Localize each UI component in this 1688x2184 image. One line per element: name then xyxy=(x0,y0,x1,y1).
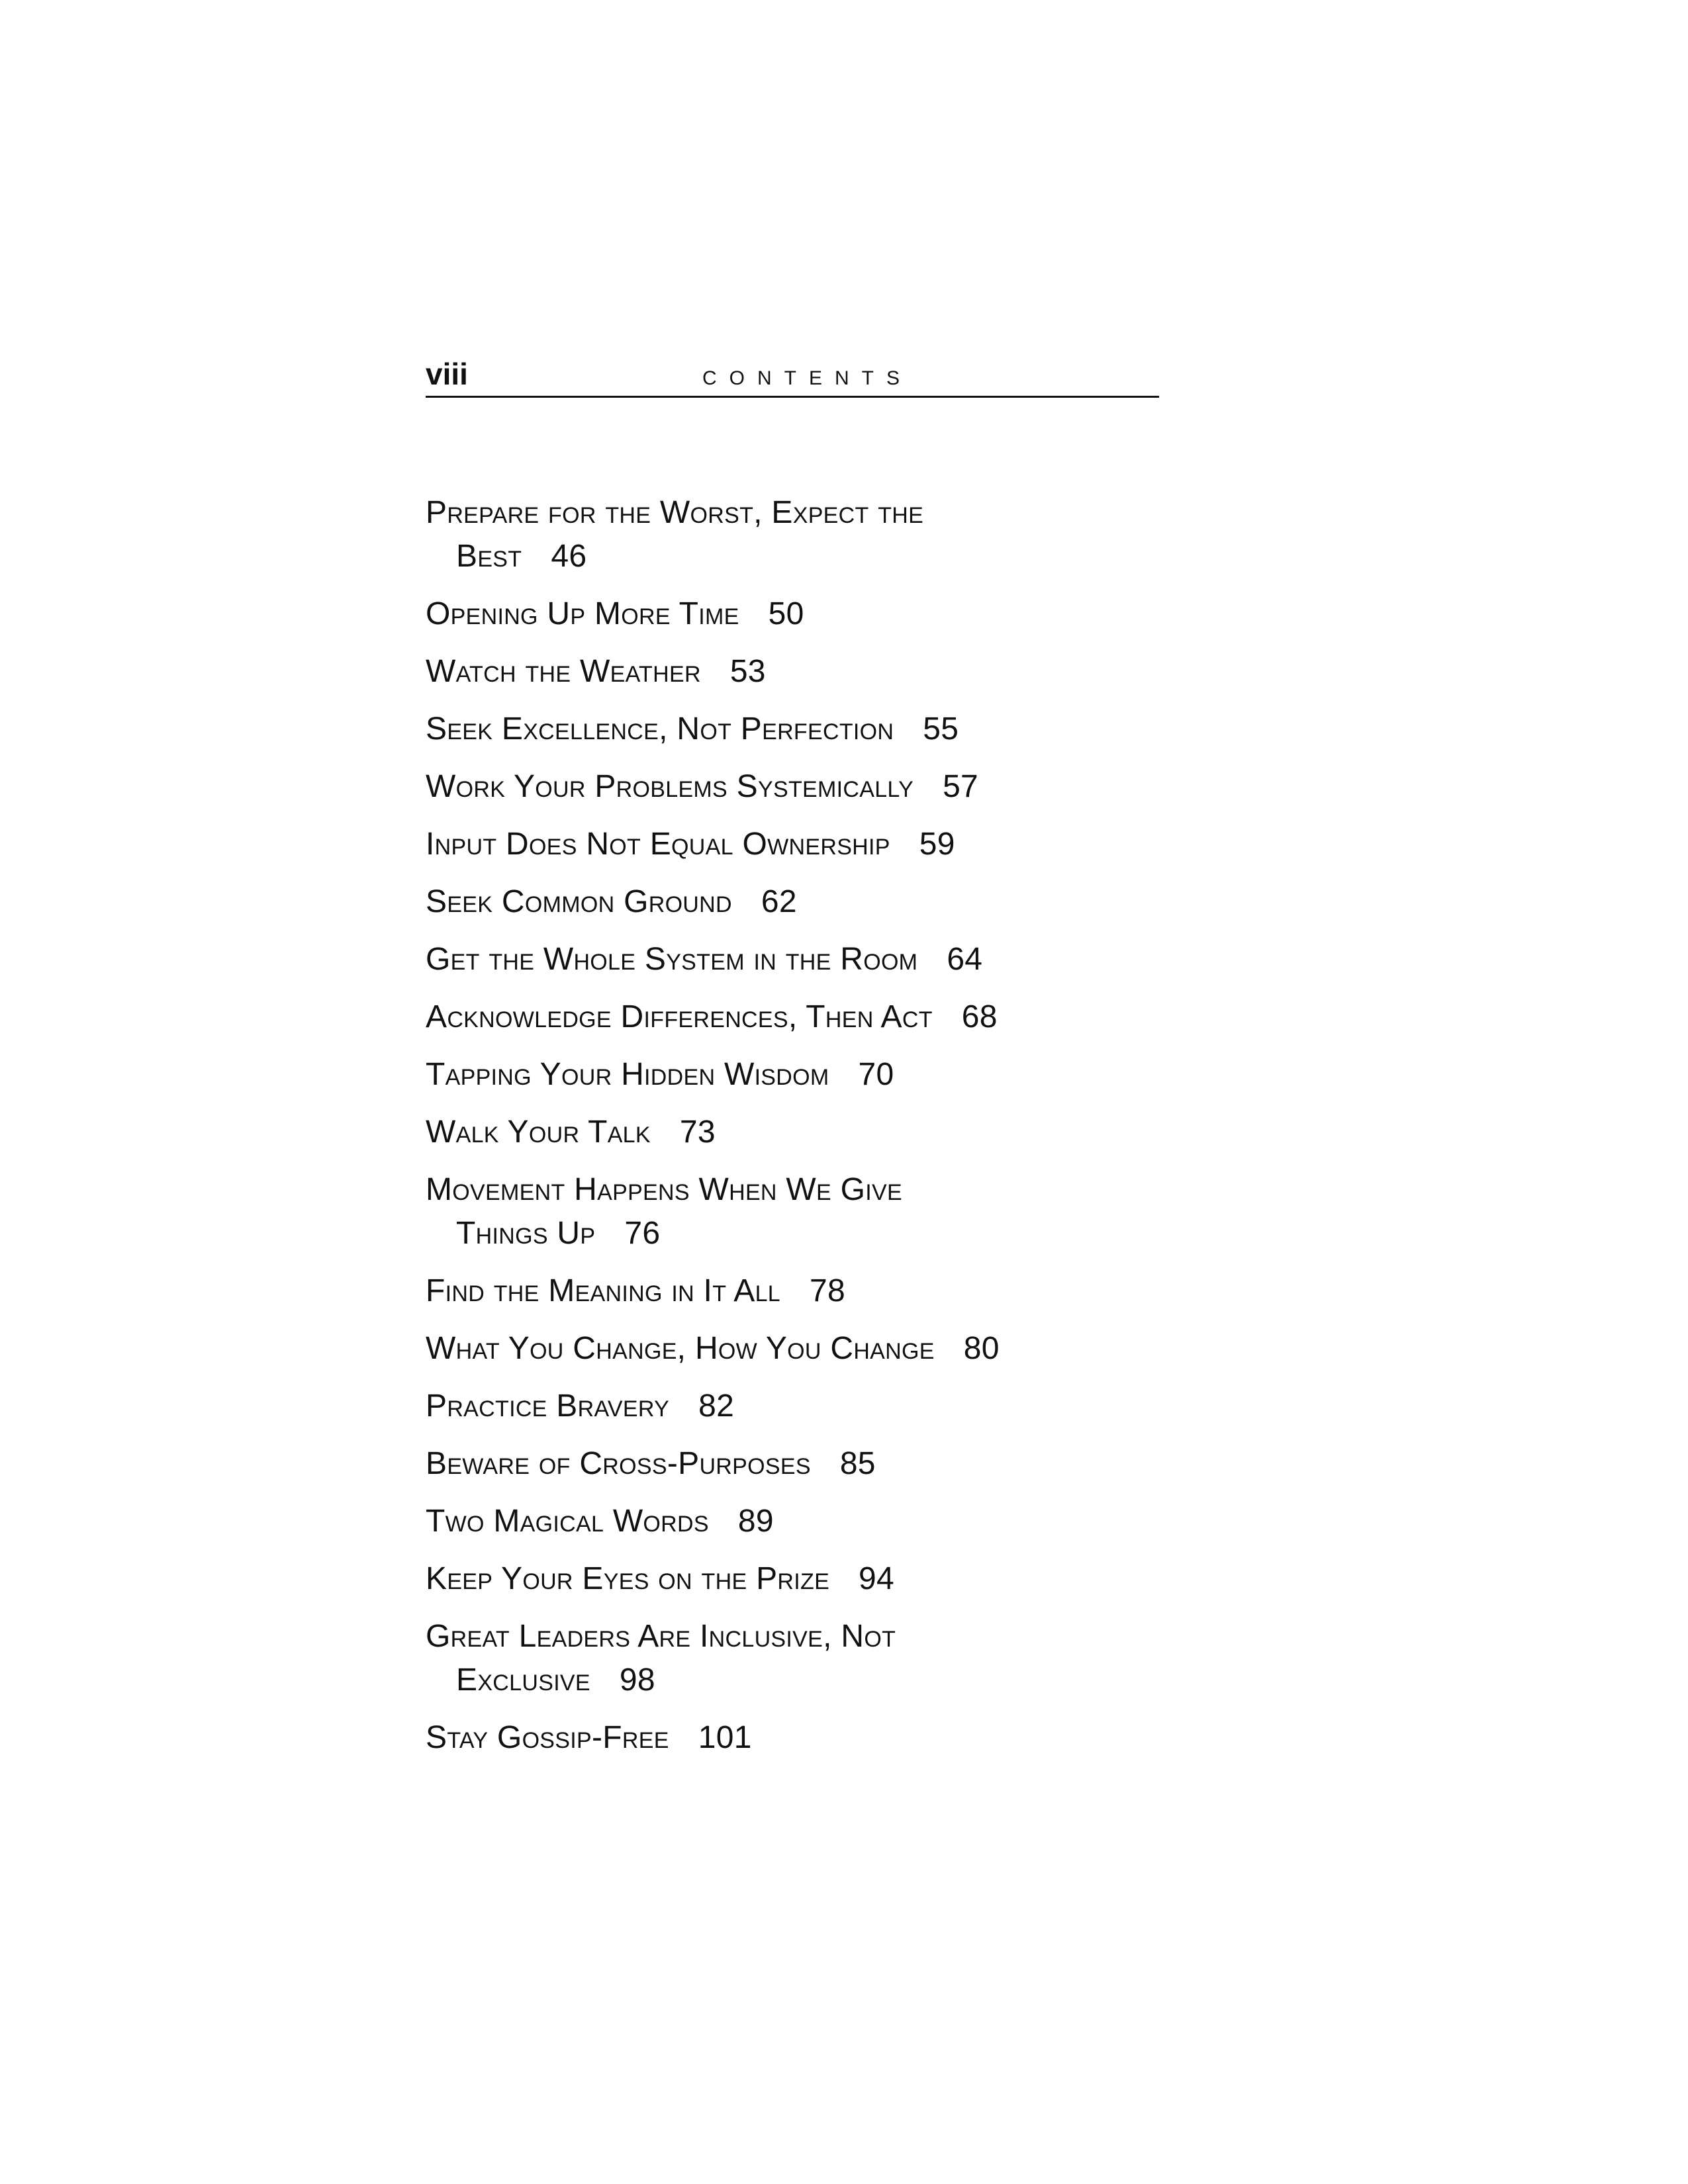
toc-entry-title: Opening Up More Time xyxy=(426,596,739,631)
toc-entry[interactable] xyxy=(426,1327,1250,1371)
toc-entry-title: Stay Gossip-Free xyxy=(426,1720,669,1755)
toc-entry-page: 80 xyxy=(963,1331,1000,1366)
toc-entry[interactable] xyxy=(426,707,1250,751)
toc-entry-title: Prepare for the Worst, Expect the Best xyxy=(426,495,924,574)
toc-entry-title: Walk Your Talk xyxy=(426,1115,651,1150)
toc-entry-title: Seek Excellence, Not Perfection xyxy=(426,711,894,747)
toc-entry-title: Acknowledge Differences, Then Act xyxy=(426,999,933,1034)
toc-entry-title: Input Does Not Equal Ownership xyxy=(426,827,890,862)
running-header xyxy=(426,351,1159,398)
toc-entry[interactable] xyxy=(426,880,1250,924)
toc-entry-page: 55 xyxy=(923,711,959,747)
toc-entry-title: Work Your Problems Systemically xyxy=(426,769,914,804)
toc-entry-page: 53 xyxy=(729,654,766,689)
toc-entry-title: Watch the Weather xyxy=(426,654,701,689)
toc-entry[interactable] xyxy=(426,592,1250,636)
toc-entry-page: 82 xyxy=(698,1388,735,1424)
toc-entry-page: 76 xyxy=(624,1216,661,1251)
toc-entry-title: Keep Your Eyes on the Prize xyxy=(426,1561,830,1596)
toc-entry-page: 64 xyxy=(947,942,983,977)
toc-entry[interactable] xyxy=(426,1442,1250,1486)
toc-entry-page: 59 xyxy=(919,827,955,862)
toc-entry-title: Two Magical Words xyxy=(426,1504,709,1539)
toc-entry-page: 50 xyxy=(768,596,804,631)
toc-entry-page: 85 xyxy=(839,1446,876,1481)
toc-entry-page: 101 xyxy=(698,1720,752,1755)
toc-entry-title: Seek Common Ground xyxy=(426,884,732,919)
toc-entry-page: 89 xyxy=(737,1504,774,1539)
toc-entry[interactable] xyxy=(426,1269,1250,1313)
toc-entry[interactable] xyxy=(426,1385,1250,1428)
toc-entry-title: Get the Whole System in the Room xyxy=(426,942,918,977)
toc-entry-page: 78 xyxy=(809,1273,845,1308)
toc-entry-page: 46 xyxy=(551,539,587,574)
toc-entry-page: 70 xyxy=(858,1057,894,1092)
toc-entry-title: Beware of Cross-Purposes xyxy=(426,1446,811,1481)
table-of-contents xyxy=(426,491,1220,1774)
toc-entry[interactable] xyxy=(426,1716,1250,1760)
toc-entry-title: Practice Bravery xyxy=(426,1388,670,1424)
toc-entry[interactable] xyxy=(426,1111,1250,1154)
toc-entry[interactable] xyxy=(426,1557,1250,1601)
toc-entry-title: Great Leaders Are Inclusive, Not Exclusive xyxy=(426,1619,896,1698)
toc-entry-title: Movement Happens When We Give Things Up xyxy=(426,1172,902,1251)
toc-entry[interactable] xyxy=(426,995,1250,1039)
toc-entry-page: 73 xyxy=(679,1115,716,1150)
toc-entry-page: 57 xyxy=(943,769,979,804)
toc-entry[interactable] xyxy=(426,823,1250,866)
toc-entry-page: 98 xyxy=(619,1662,655,1698)
toc-entry[interactable] xyxy=(426,1168,972,1255)
toc-entry-title: What You Change, How You Change xyxy=(426,1331,935,1366)
toc-entry-page: 62 xyxy=(761,884,797,919)
toc-entry-title: Find the Meaning in It All xyxy=(426,1273,780,1308)
toc-entry[interactable] xyxy=(426,765,1250,809)
toc-entry[interactable] xyxy=(426,1615,972,1702)
toc-entry-page: 94 xyxy=(859,1561,895,1596)
toc-entry[interactable] xyxy=(426,938,1250,981)
toc-entry[interactable] xyxy=(426,491,972,578)
toc-entry[interactable] xyxy=(426,1053,1250,1097)
toc-entry-title: Tapping Your Hidden Wisdom xyxy=(426,1057,829,1092)
toc-entry[interactable] xyxy=(426,650,1250,694)
running-head-title: CONTENTS xyxy=(702,367,912,389)
toc-entry-page: 68 xyxy=(961,999,998,1034)
toc-entry[interactable] xyxy=(426,1500,1250,1543)
page-number: viii xyxy=(426,357,468,391)
